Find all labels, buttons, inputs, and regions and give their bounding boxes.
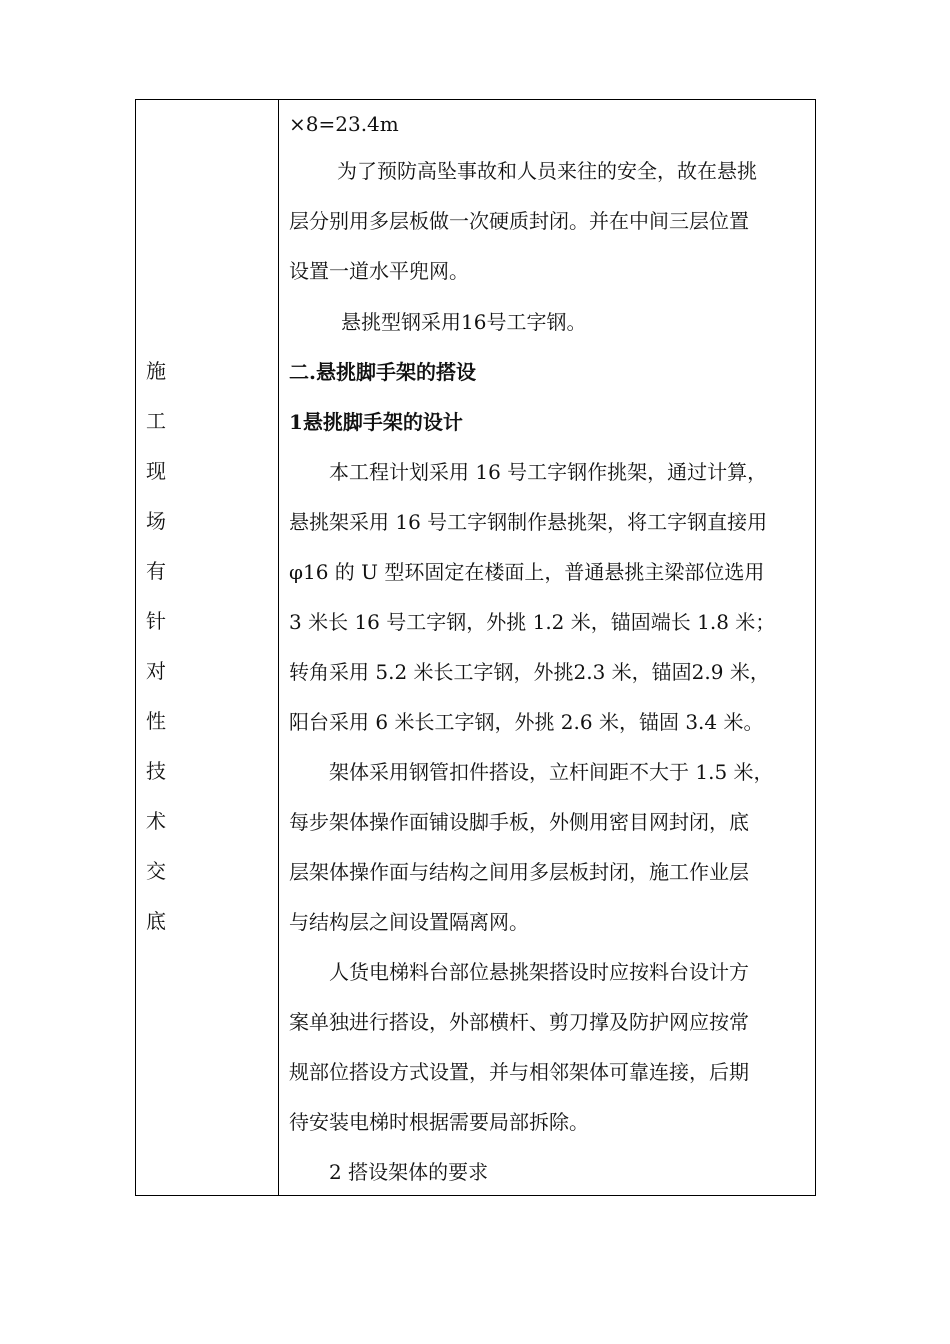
label-char: 工 xyxy=(146,409,166,433)
column-divider xyxy=(278,100,279,1195)
content-line: 每步架体操作面铺设脚手板，外侧用密目网封闭，底 xyxy=(289,810,749,834)
label-char: 底 xyxy=(146,909,166,933)
content-line: 架体采用钢管扣件搭设，立杆间距不大于 1.5 米， xyxy=(329,760,774,784)
content-line: 3 米长 16 号工字钢，外挑 1.2 米，锚固端长 1.8 米； xyxy=(289,610,776,634)
label-char: 场 xyxy=(146,509,166,533)
label-char: 技 xyxy=(146,759,166,783)
content-line: 待安装电梯时根据需要局部拆除。 xyxy=(289,1110,589,1134)
content-line: 规部位搭设方式设置，并与相邻架体可靠连接，后期 xyxy=(289,1060,749,1084)
label-char: 对 xyxy=(146,659,166,683)
label-char: 施 xyxy=(146,359,166,383)
content-line: 案单独进行搭设，外部横杆、剪刀撑及防护网应按常 xyxy=(289,1010,749,1034)
label-char: 针 xyxy=(146,609,166,633)
content-line: 层架体操作面与结构之间用多层板封闭，施工作业层 xyxy=(289,860,749,884)
content-line: 人货电梯料台部位悬挑架搭设时应按料台设计方 xyxy=(329,960,749,984)
content-line: 本工程计划采用 16 号工字钢作挑架，通过计算， xyxy=(329,460,768,484)
content-line: 设置一道水平兜网。 xyxy=(289,259,469,283)
disclosure-table xyxy=(135,99,816,1196)
content-line: 转角采用 5.2 米长工字钢，外挑2.3 米，锚固2.9 米， xyxy=(289,660,770,684)
label-char: 性 xyxy=(146,709,166,733)
content-line: 层分别用多层板做一次硬质封闭。并在中间三层位置 xyxy=(289,209,749,233)
content-line: φ16 的 U 型环固定在楼面上，普通悬挑主梁部位选用 xyxy=(289,560,765,584)
content-line: 与结构层之间设置隔离网。 xyxy=(289,910,529,934)
content-line: 阳台采用 6 米长工字钢，外挑 2.6 米，锚固 3.4 米。 xyxy=(289,710,764,734)
content-line: ×8=23.4m xyxy=(289,112,399,136)
label-char: 有 xyxy=(146,559,166,583)
subsection-heading: 1悬挑脚手架的设计 xyxy=(289,410,463,434)
section-heading: 二.悬挑脚手架的搭设 xyxy=(289,360,476,384)
label-char: 现 xyxy=(146,459,166,483)
content-column xyxy=(289,100,809,1195)
left-label-column xyxy=(136,353,176,953)
content-line: 2 搭设架体的要求 xyxy=(329,1160,489,1184)
content-line: 悬挑架采用 16 号工字钢制作悬挑架，将工字钢直接用 xyxy=(289,510,768,534)
label-char: 术 xyxy=(146,809,166,833)
content-line: 为了预防高坠事故和人员来往的安全，故在悬挑 xyxy=(337,159,757,183)
label-char: 交 xyxy=(146,859,166,883)
content-line: 悬挑型钢采用16号工字钢。 xyxy=(341,310,587,334)
